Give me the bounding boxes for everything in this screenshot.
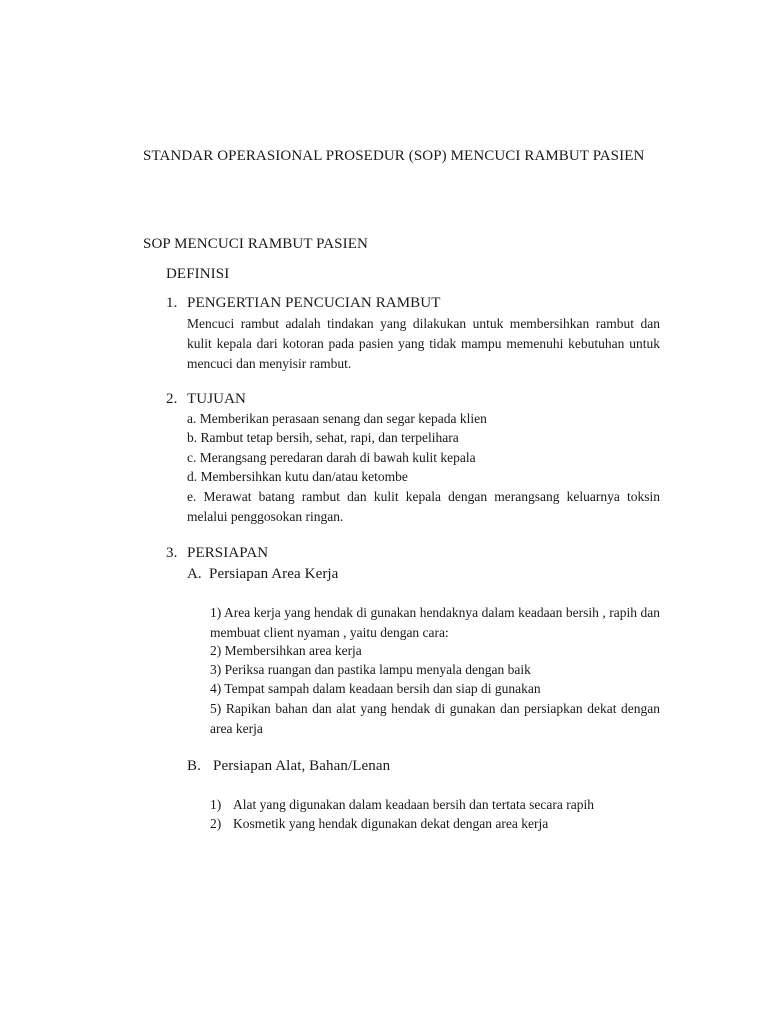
section-1-number: 1. xyxy=(166,295,178,311)
document-title: STANDAR OPERASIONAL PROSEDUR (SOP) MENCUCI RAMBUT PASIEN xyxy=(143,148,645,164)
alat-item-1-number: 1) xyxy=(210,797,222,812)
section-3-heading: PERSIAPAN xyxy=(187,545,269,561)
area-kerja-item-5: 5) Rapikan bahan dan alat yang hendak di gunakan dan persiapkan dekat dengan area kerja xyxy=(210,701,660,736)
subsection-b-letter: B. xyxy=(187,758,201,774)
tujuan-item-d: d. Membersihkan kutu dan/atau ketombe xyxy=(187,469,408,484)
section-2-number: 2. xyxy=(166,391,178,407)
section-1-paragraph: Mencuci rambut adalah tindakan yang dilakukan untuk membersihkan rambut dan kulit kepala dari kotoran pada pasien yang tidak mampu memenuhi kebutuhan untuk mencuci dan menyisir rambut. xyxy=(187,316,660,371)
section-title: SOP MENCUCI RAMBUT PASIEN xyxy=(143,236,368,252)
section-2-heading: TUJUAN xyxy=(187,391,246,407)
alat-item-2-number: 2) xyxy=(210,816,222,831)
area-kerja-item-2: 2) Membersihkan area kerja xyxy=(210,643,362,658)
tujuan-item-e: e. Merawat batang rambut dan kulit kepala dengan merangsang keluarnya toksin melalui penggosokan ringan. xyxy=(187,489,660,524)
section-3-number: 3. xyxy=(166,545,178,561)
alat-item-1-text: Alat yang digunakan dalam keadaan bersih dan tertata secara rapih xyxy=(233,797,594,812)
area-kerja-item-4: 4) Tempat sampah dalam keadaan bersih dan siap di gunakan xyxy=(210,681,541,696)
area-kerja-item-3: 3) Periksa ruangan dan pastika lampu menyala dengan baik xyxy=(210,662,531,677)
tujuan-item-a: a. Memberikan perasaan senang dan segar kepada klien xyxy=(187,411,487,426)
alat-item-2-text: Kosmetik yang hendak digunakan dekat dengan area kerja xyxy=(233,816,549,831)
area-kerja-item-1: 1) Area kerja yang hendak di gunakan hendaknya dalam keadaan bersih , rapih dan membuat client nyaman , yaitu dengan cara: xyxy=(210,605,660,640)
tujuan-item-b: b. Rambut tetap bersih, sehat, rapi, dan terpelihara xyxy=(187,430,459,445)
tujuan-item-c: c. Merangsang peredaran darah di bawah kulit kepala xyxy=(187,450,476,465)
subsection-a-title: Persiapan Area Kerja xyxy=(209,566,339,582)
section-1-heading: PENGERTIAN PENCUCIAN RAMBUT xyxy=(187,295,441,311)
definisi-label: DEFINISI xyxy=(166,266,230,282)
subsection-a-letter: A. xyxy=(187,566,202,582)
subsection-b-title: Persiapan Alat, Bahan/Lenan xyxy=(213,758,391,774)
